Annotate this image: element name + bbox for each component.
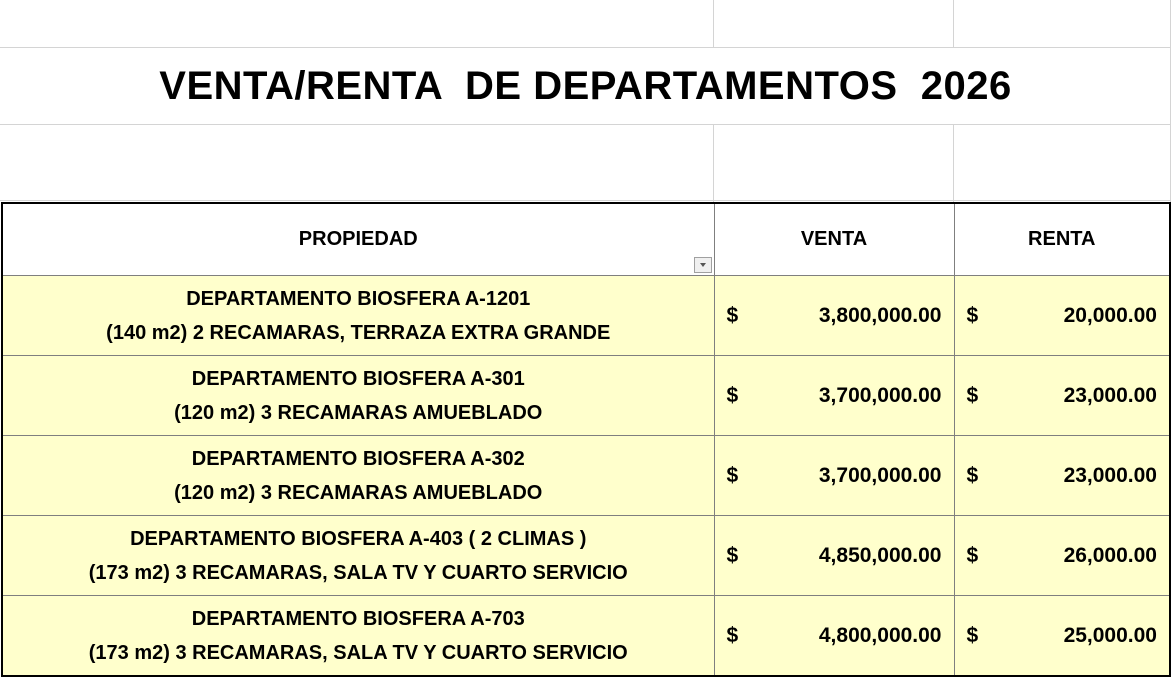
- venta-amount: 3,700,000.00: [818, 383, 942, 407]
- header-propiedad[interactable]: [2, 203, 714, 276]
- currency-symbol: $: [966, 543, 979, 567]
- header-renta-label: RENTA: [1028, 228, 1096, 250]
- header-venta-label: VENTA: [800, 228, 868, 250]
- header-row: [2, 203, 1170, 276]
- sheet-title[interactable]: VENTA/RENTA DE DEPARTAMENTOS 2026: [159, 63, 1012, 108]
- cell-propiedad[interactable]: [2, 436, 714, 516]
- currency-symbol: $: [726, 543, 739, 567]
- cell-propiedad[interactable]: [2, 356, 714, 436]
- currency-symbol: $: [726, 303, 739, 327]
- property-details: (173 m2) 3 RECAMARAS, SALA TV Y CUARTO SERVICIO: [88, 561, 628, 584]
- venta-amount: 3,700,000.00: [818, 463, 942, 487]
- cell-renta[interactable]: [954, 516, 1170, 596]
- cell-venta[interactable]: [714, 436, 954, 516]
- property-name: DEPARTAMENTO BIOSFERA A-1201: [186, 287, 531, 310]
- property-name: DEPARTAMENTO BIOSFERA A-302: [191, 447, 525, 470]
- property-details: (120 m2) 3 RECAMARAS AMUEBLADO: [174, 401, 543, 424]
- filter-dropdown-icon[interactable]: [694, 257, 712, 273]
- renta-amount: 26,000.00: [1063, 543, 1157, 567]
- grid-col-divider: [953, 0, 954, 48]
- properties-table: [1, 202, 1171, 677]
- grid-row-3: [0, 125, 1171, 201]
- property-details: (173 m2) 3 RECAMARAS, SALA TV Y CUARTO SERVICIO: [88, 641, 628, 664]
- currency-symbol: $: [966, 623, 979, 647]
- property-name: DEPARTAMENTO BIOSFERA A-403 ( 2 CLIMAS ): [130, 527, 587, 550]
- header-propiedad-label: PROPIEDAD: [298, 228, 418, 250]
- property-name: DEPARTAMENTO BIOSFERA A-301: [191, 367, 525, 390]
- table-row: [2, 516, 1170, 596]
- cell-propiedad[interactable]: [2, 276, 714, 356]
- grid-col-divider: [953, 125, 954, 202]
- header-venta[interactable]: [714, 203, 954, 276]
- grid-row-1: [0, 0, 1171, 48]
- table-row: [2, 596, 1170, 677]
- cell-propiedad[interactable]: [2, 516, 714, 596]
- table-row: [2, 356, 1170, 436]
- cell-renta[interactable]: [954, 436, 1170, 516]
- renta-amount: 20,000.00: [1063, 303, 1157, 327]
- property-name: DEPARTAMENTO BIOSFERA A-703: [191, 607, 525, 630]
- renta-amount: 23,000.00: [1063, 383, 1157, 407]
- header-renta[interactable]: [954, 203, 1170, 276]
- cell-venta[interactable]: [714, 516, 954, 596]
- venta-amount: 3,800,000.00: [818, 303, 942, 327]
- table-row: [2, 276, 1170, 356]
- renta-amount: 25,000.00: [1063, 623, 1157, 647]
- currency-symbol: $: [966, 303, 979, 327]
- cell-renta[interactable]: [954, 276, 1170, 356]
- cell-renta[interactable]: [954, 356, 1170, 436]
- venta-amount: 4,800,000.00: [818, 623, 942, 647]
- grid-col-divider: [713, 125, 714, 202]
- currency-symbol: $: [966, 463, 979, 487]
- currency-symbol: $: [966, 383, 979, 407]
- property-details: (120 m2) 3 RECAMARAS AMUEBLADO: [174, 481, 543, 504]
- property-details: (140 m2) 2 RECAMARAS, TERRAZA EXTRA GRANDE: [106, 321, 611, 344]
- renta-amount: 23,000.00: [1063, 463, 1157, 487]
- cell-propiedad[interactable]: [2, 596, 714, 677]
- currency-symbol: $: [726, 623, 739, 647]
- currency-symbol: $: [726, 463, 739, 487]
- table-row: [2, 436, 1170, 516]
- cell-venta[interactable]: [714, 356, 954, 436]
- currency-symbol: $: [726, 383, 739, 407]
- venta-amount: 4,850,000.00: [818, 543, 942, 567]
- cell-venta[interactable]: [714, 596, 954, 677]
- cell-renta[interactable]: [954, 596, 1170, 677]
- cell-venta[interactable]: [714, 276, 954, 356]
- grid-col-divider: [713, 0, 714, 48]
